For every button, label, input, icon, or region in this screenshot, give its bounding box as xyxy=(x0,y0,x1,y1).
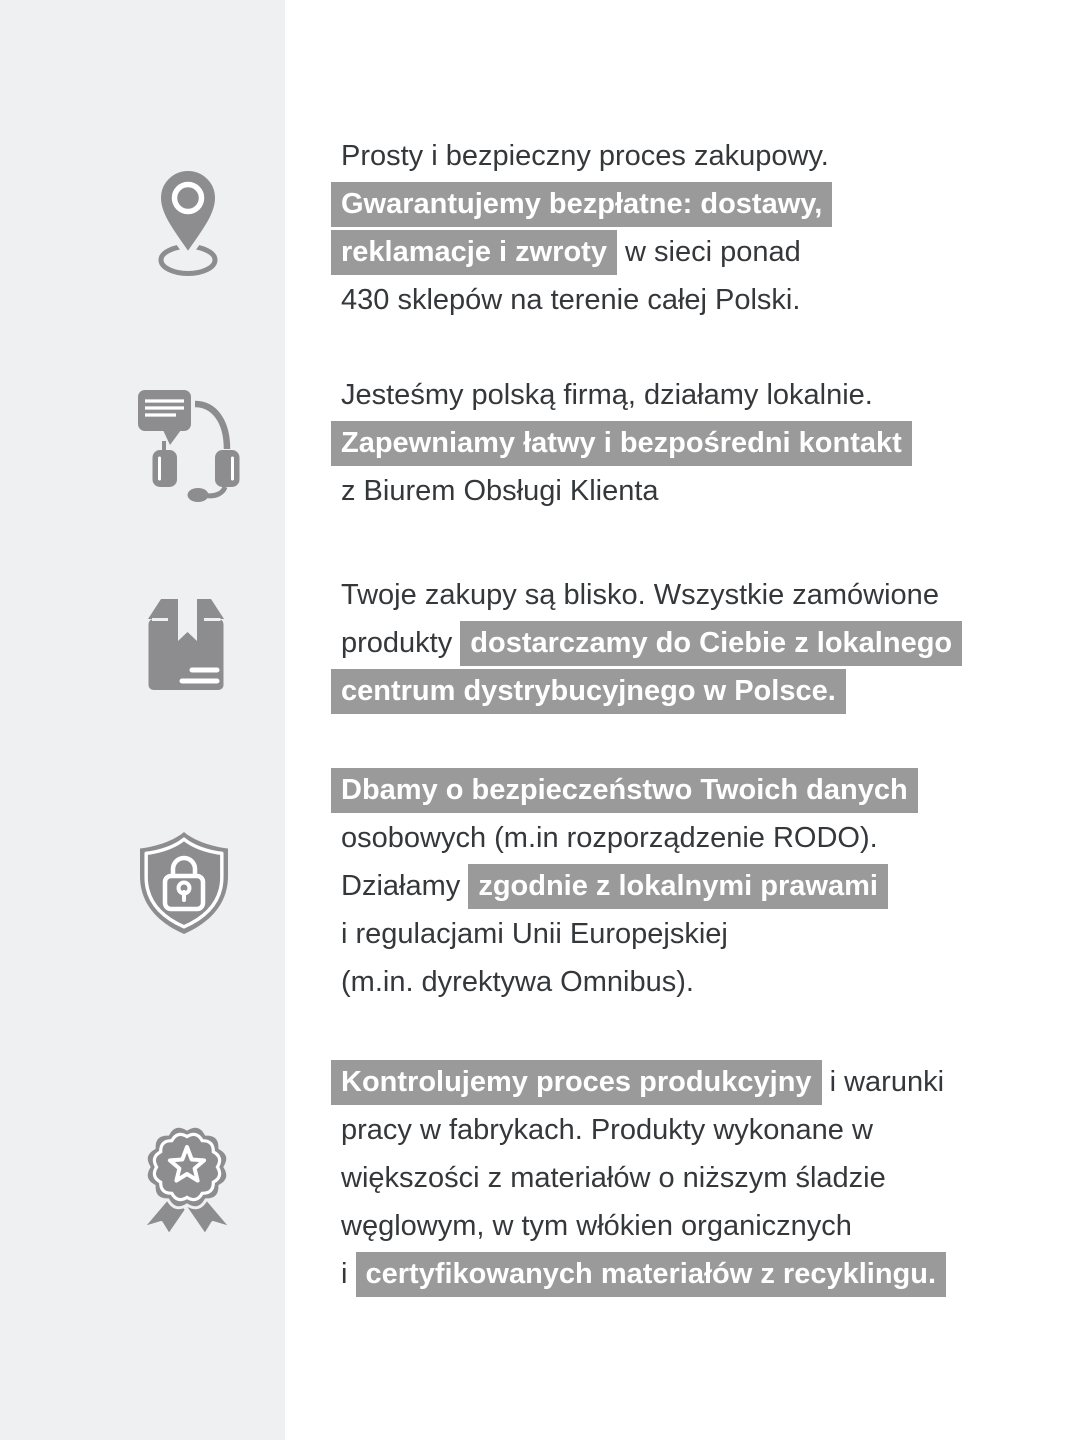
info-block-shield-lock xyxy=(331,766,918,1006)
plain-text: produkty xyxy=(341,627,461,659)
highlighted-text: Zapewniamy łatwy i bezpośredni kontakt xyxy=(331,421,912,466)
highlighted-text: centrum dystrybucyjnego w Polsce. xyxy=(331,669,846,714)
text-line xyxy=(331,180,832,228)
text-line xyxy=(331,1250,946,1298)
text-line xyxy=(331,667,962,715)
plain-text: węglowym, w tym włókien organicznych xyxy=(341,1210,852,1242)
text-line xyxy=(331,958,918,1006)
text-line xyxy=(331,132,832,180)
info-block-location-pin xyxy=(331,132,832,324)
text-line xyxy=(331,1202,946,1250)
info-block-package-box xyxy=(331,571,962,715)
plain-text: w sieci ponad xyxy=(616,236,801,268)
info-block-headset-chat xyxy=(331,371,912,515)
text-line xyxy=(331,1058,946,1106)
highlighted-text: Kontrolujemy proces produkcyjny xyxy=(331,1060,822,1105)
text-line xyxy=(331,862,918,910)
highlighted-text: Gwarantujemy bezpłatne: dostawy, xyxy=(331,182,832,227)
text-line xyxy=(331,1106,946,1154)
plain-text: i regulacjami Unii Europejskiej xyxy=(341,918,728,950)
highlighted-text: dostarczamy do Ciebie z lokalnego xyxy=(460,621,962,666)
text-line xyxy=(331,571,962,619)
highlighted-text: certyfikowanych materiałów z recyklingu. xyxy=(356,1252,947,1297)
info-block-award-badge xyxy=(331,1058,946,1298)
plain-text: i warunki xyxy=(821,1066,945,1098)
plain-text: większości z materiałów o niższym śladzie xyxy=(341,1162,886,1194)
text-line xyxy=(331,814,918,862)
plain-text: Twoje zakupy są blisko. Wszystkie zamówione xyxy=(341,579,939,611)
text-line xyxy=(331,1154,946,1202)
text-line xyxy=(331,766,918,814)
text-line xyxy=(331,276,832,324)
plain-text: Jesteśmy polską firmą, działamy lokalnie. xyxy=(341,379,873,411)
plain-text: Działamy xyxy=(341,870,469,902)
highlighted-text: Dbamy o bezpieczeństwo Twoich danych xyxy=(331,768,918,813)
text-line xyxy=(331,419,912,467)
text-line xyxy=(331,467,912,515)
plain-text: osobowych (m.in rozporządzenie RODO). xyxy=(341,822,878,854)
text-line xyxy=(331,228,832,276)
plain-text: Prosty i bezpieczny proces zakupowy. xyxy=(341,140,829,172)
plain-text: 430 sklepów na terenie całej Polski. xyxy=(341,284,801,316)
text-line xyxy=(331,371,912,419)
plain-text: z Biurem Obsługi Klienta xyxy=(341,475,659,507)
plain-text: i xyxy=(341,1258,356,1290)
text-line xyxy=(331,910,918,958)
highlighted-text: zgodnie z lokalnymi prawami xyxy=(468,864,888,909)
text-line xyxy=(331,619,962,667)
plain-text: (m.in. dyrektywa Omnibus). xyxy=(341,966,694,998)
highlighted-text: reklamacje i zwroty xyxy=(331,230,617,275)
plain-text: pracy w fabrykach. Produkty wykonane w xyxy=(341,1114,873,1146)
